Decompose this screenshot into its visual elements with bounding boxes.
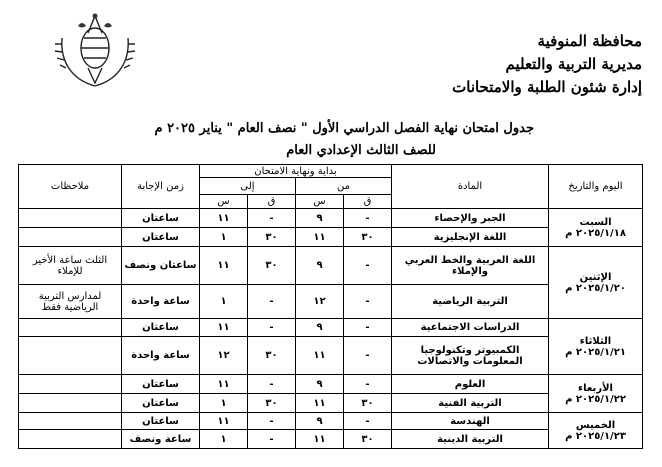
day-name: السبت bbox=[579, 216, 612, 228]
to-min-cell: ٣٠ bbox=[248, 247, 296, 285]
from-hour-cell: ٩ bbox=[296, 209, 344, 228]
notes-cell bbox=[19, 413, 122, 430]
day-date: ٢٠٢٥/١/٢١ م bbox=[565, 346, 626, 358]
header-start-end: بداية ونهاية الامتحان bbox=[200, 165, 392, 178]
from-min-cell: - bbox=[344, 247, 392, 285]
from-min-cell: ٣٠ bbox=[344, 394, 392, 413]
to-min-cell: ٣٠ bbox=[248, 228, 296, 247]
subject-cell: الهندسة bbox=[392, 413, 549, 430]
from-min-cell: - bbox=[344, 337, 392, 375]
header-to: إلى bbox=[200, 178, 296, 195]
notes-cell bbox=[19, 375, 122, 394]
duration-cell: ساعة واحدة bbox=[122, 337, 200, 375]
from-hour-cell: ١١ bbox=[296, 430, 344, 449]
subject-cell: التربية الدينية bbox=[392, 430, 549, 449]
day-cell bbox=[549, 319, 643, 375]
subject-cell: الكمبيوتر وتكنولوجيا المعلومات والاتصالات bbox=[392, 337, 549, 375]
from-hour-cell: ٩ bbox=[296, 413, 344, 430]
to-min-cell: - bbox=[248, 285, 296, 319]
day-name: الخميس bbox=[575, 419, 616, 431]
to-hour-cell: ١١ bbox=[200, 375, 248, 394]
day-date: ٢٠٢٥/١/٢٣ م bbox=[565, 430, 626, 442]
to-min-cell: - bbox=[248, 319, 296, 337]
day-name: الثلاثاء bbox=[579, 335, 612, 347]
table-row bbox=[19, 319, 643, 337]
governorate-name: محافظة المنوفية bbox=[537, 32, 642, 50]
duration-cell: ساعتان bbox=[122, 413, 200, 430]
duration-cell: ساعتان bbox=[122, 375, 200, 394]
governorate-emblem-icon bbox=[48, 8, 143, 90]
to-min-cell: - bbox=[248, 209, 296, 228]
to-hour-cell: ١١ bbox=[200, 319, 248, 337]
to-min-cell: - bbox=[248, 430, 296, 449]
table-row bbox=[19, 247, 643, 285]
day-cell bbox=[549, 375, 643, 413]
from-hour-cell: ١١ bbox=[296, 228, 344, 247]
from-hour-cell: ١١ bbox=[296, 337, 344, 375]
table-row bbox=[19, 375, 643, 394]
table-row bbox=[19, 209, 643, 228]
from-min-cell: - bbox=[344, 375, 392, 394]
to-hour-cell: ١ bbox=[200, 430, 248, 449]
day-date: ٢٠٢٥/١/٢٢ م bbox=[565, 393, 626, 405]
from-hour-cell: ٩ bbox=[296, 375, 344, 394]
from-min-cell: ٣٠ bbox=[344, 228, 392, 247]
notes-cell bbox=[19, 430, 122, 449]
header-from: من bbox=[296, 178, 392, 195]
header-subject: المادة bbox=[392, 165, 549, 209]
to-hour-cell: ١ bbox=[200, 394, 248, 413]
to-hour-cell: ١١ bbox=[200, 247, 248, 285]
duration-cell: ساعة ونصف bbox=[122, 430, 200, 449]
duration-cell: ساعتان bbox=[122, 319, 200, 337]
from-hour-cell: ٩ bbox=[296, 247, 344, 285]
subject-cell: التربية الفنية bbox=[392, 394, 549, 413]
notes-cell bbox=[19, 394, 122, 413]
notes-cell bbox=[19, 319, 122, 337]
duration-cell: ساعتان ونصف bbox=[122, 247, 200, 285]
notes-cell: الثلث ساعة الأخير للإملاء bbox=[19, 247, 122, 285]
document-subtitle: للصف الثالث الإعدادي العام bbox=[286, 143, 436, 158]
from-min-cell: - bbox=[344, 285, 392, 319]
exam-schedule-table bbox=[18, 164, 643, 449]
header-notes: ملاحظات bbox=[19, 165, 122, 209]
table-row bbox=[19, 413, 643, 430]
to-hour-cell: ١ bbox=[200, 228, 248, 247]
to-hour-cell: ١١ bbox=[200, 209, 248, 228]
notes-cell bbox=[19, 228, 122, 247]
from-min-cell: ٣٠ bbox=[344, 430, 392, 449]
to-min-cell: - bbox=[248, 413, 296, 430]
notes-cell bbox=[19, 209, 122, 228]
subject-cell: الدراسات الاجتماعية bbox=[392, 319, 549, 337]
day-cell bbox=[549, 413, 643, 449]
subject-cell: العلوم bbox=[392, 375, 549, 394]
day-name: الأربعاء bbox=[578, 382, 613, 394]
department-name: إدارة شئون الطلبة والامتحانات bbox=[452, 78, 642, 96]
document-title: جدول امتحان نهاية الفصل الدراسي الأول " نصف العام " يناير ٢٠٢٥ م bbox=[154, 121, 534, 136]
to-hour-cell: ١١ bbox=[200, 413, 248, 430]
to-hour-cell: ١٢ bbox=[200, 337, 248, 375]
from-hour-cell: ٩ bbox=[296, 319, 344, 337]
day-cell bbox=[549, 247, 643, 319]
issuer-header bbox=[452, 30, 642, 99]
header-to-hour: س bbox=[200, 195, 248, 209]
duration-cell: ساعتان bbox=[122, 209, 200, 228]
from-hour-cell: ١٢ bbox=[296, 285, 344, 319]
duration-cell: ساعتان bbox=[122, 394, 200, 413]
day-date: ٢٠٢٥/١/٢٠ م bbox=[565, 282, 626, 294]
day-cell bbox=[549, 209, 643, 247]
header-from-hour: س bbox=[296, 195, 344, 209]
to-min-cell: - bbox=[248, 375, 296, 394]
from-min-cell: - bbox=[344, 319, 392, 337]
subject-cell: اللغة العربية والخط العربي والإملاء bbox=[392, 247, 549, 285]
notes-cell: لمدارس التربية الرياضية فقط bbox=[19, 285, 122, 319]
to-min-cell: ٣٠ bbox=[248, 394, 296, 413]
to-min-cell: ٣٠ bbox=[248, 337, 296, 375]
header-duration: زمن الإجابة bbox=[122, 165, 200, 209]
header-day-date: اليوم والتاريخ bbox=[549, 165, 643, 209]
header-from-min: ق bbox=[344, 195, 392, 209]
duration-cell: ساعة واحدة bbox=[122, 285, 200, 319]
day-date: ٢٠٢٥/١/١٨ م bbox=[565, 227, 626, 239]
to-hour-cell: ١ bbox=[200, 285, 248, 319]
subject-cell: التربية الرياضية bbox=[392, 285, 549, 319]
from-min-cell: - bbox=[344, 413, 392, 430]
directorate-name: مديرية التربية والتعليم bbox=[505, 55, 642, 73]
day-name: الإثنين bbox=[579, 271, 612, 283]
from-hour-cell: ١١ bbox=[296, 394, 344, 413]
subject-cell: اللغة الإنجليزية bbox=[392, 228, 549, 247]
duration-cell: ساعتان bbox=[122, 228, 200, 247]
subject-cell: الجبر والإحصاء bbox=[392, 209, 549, 228]
header-to-min: ق bbox=[248, 195, 296, 209]
notes-cell bbox=[19, 337, 122, 375]
from-min-cell: - bbox=[344, 209, 392, 228]
